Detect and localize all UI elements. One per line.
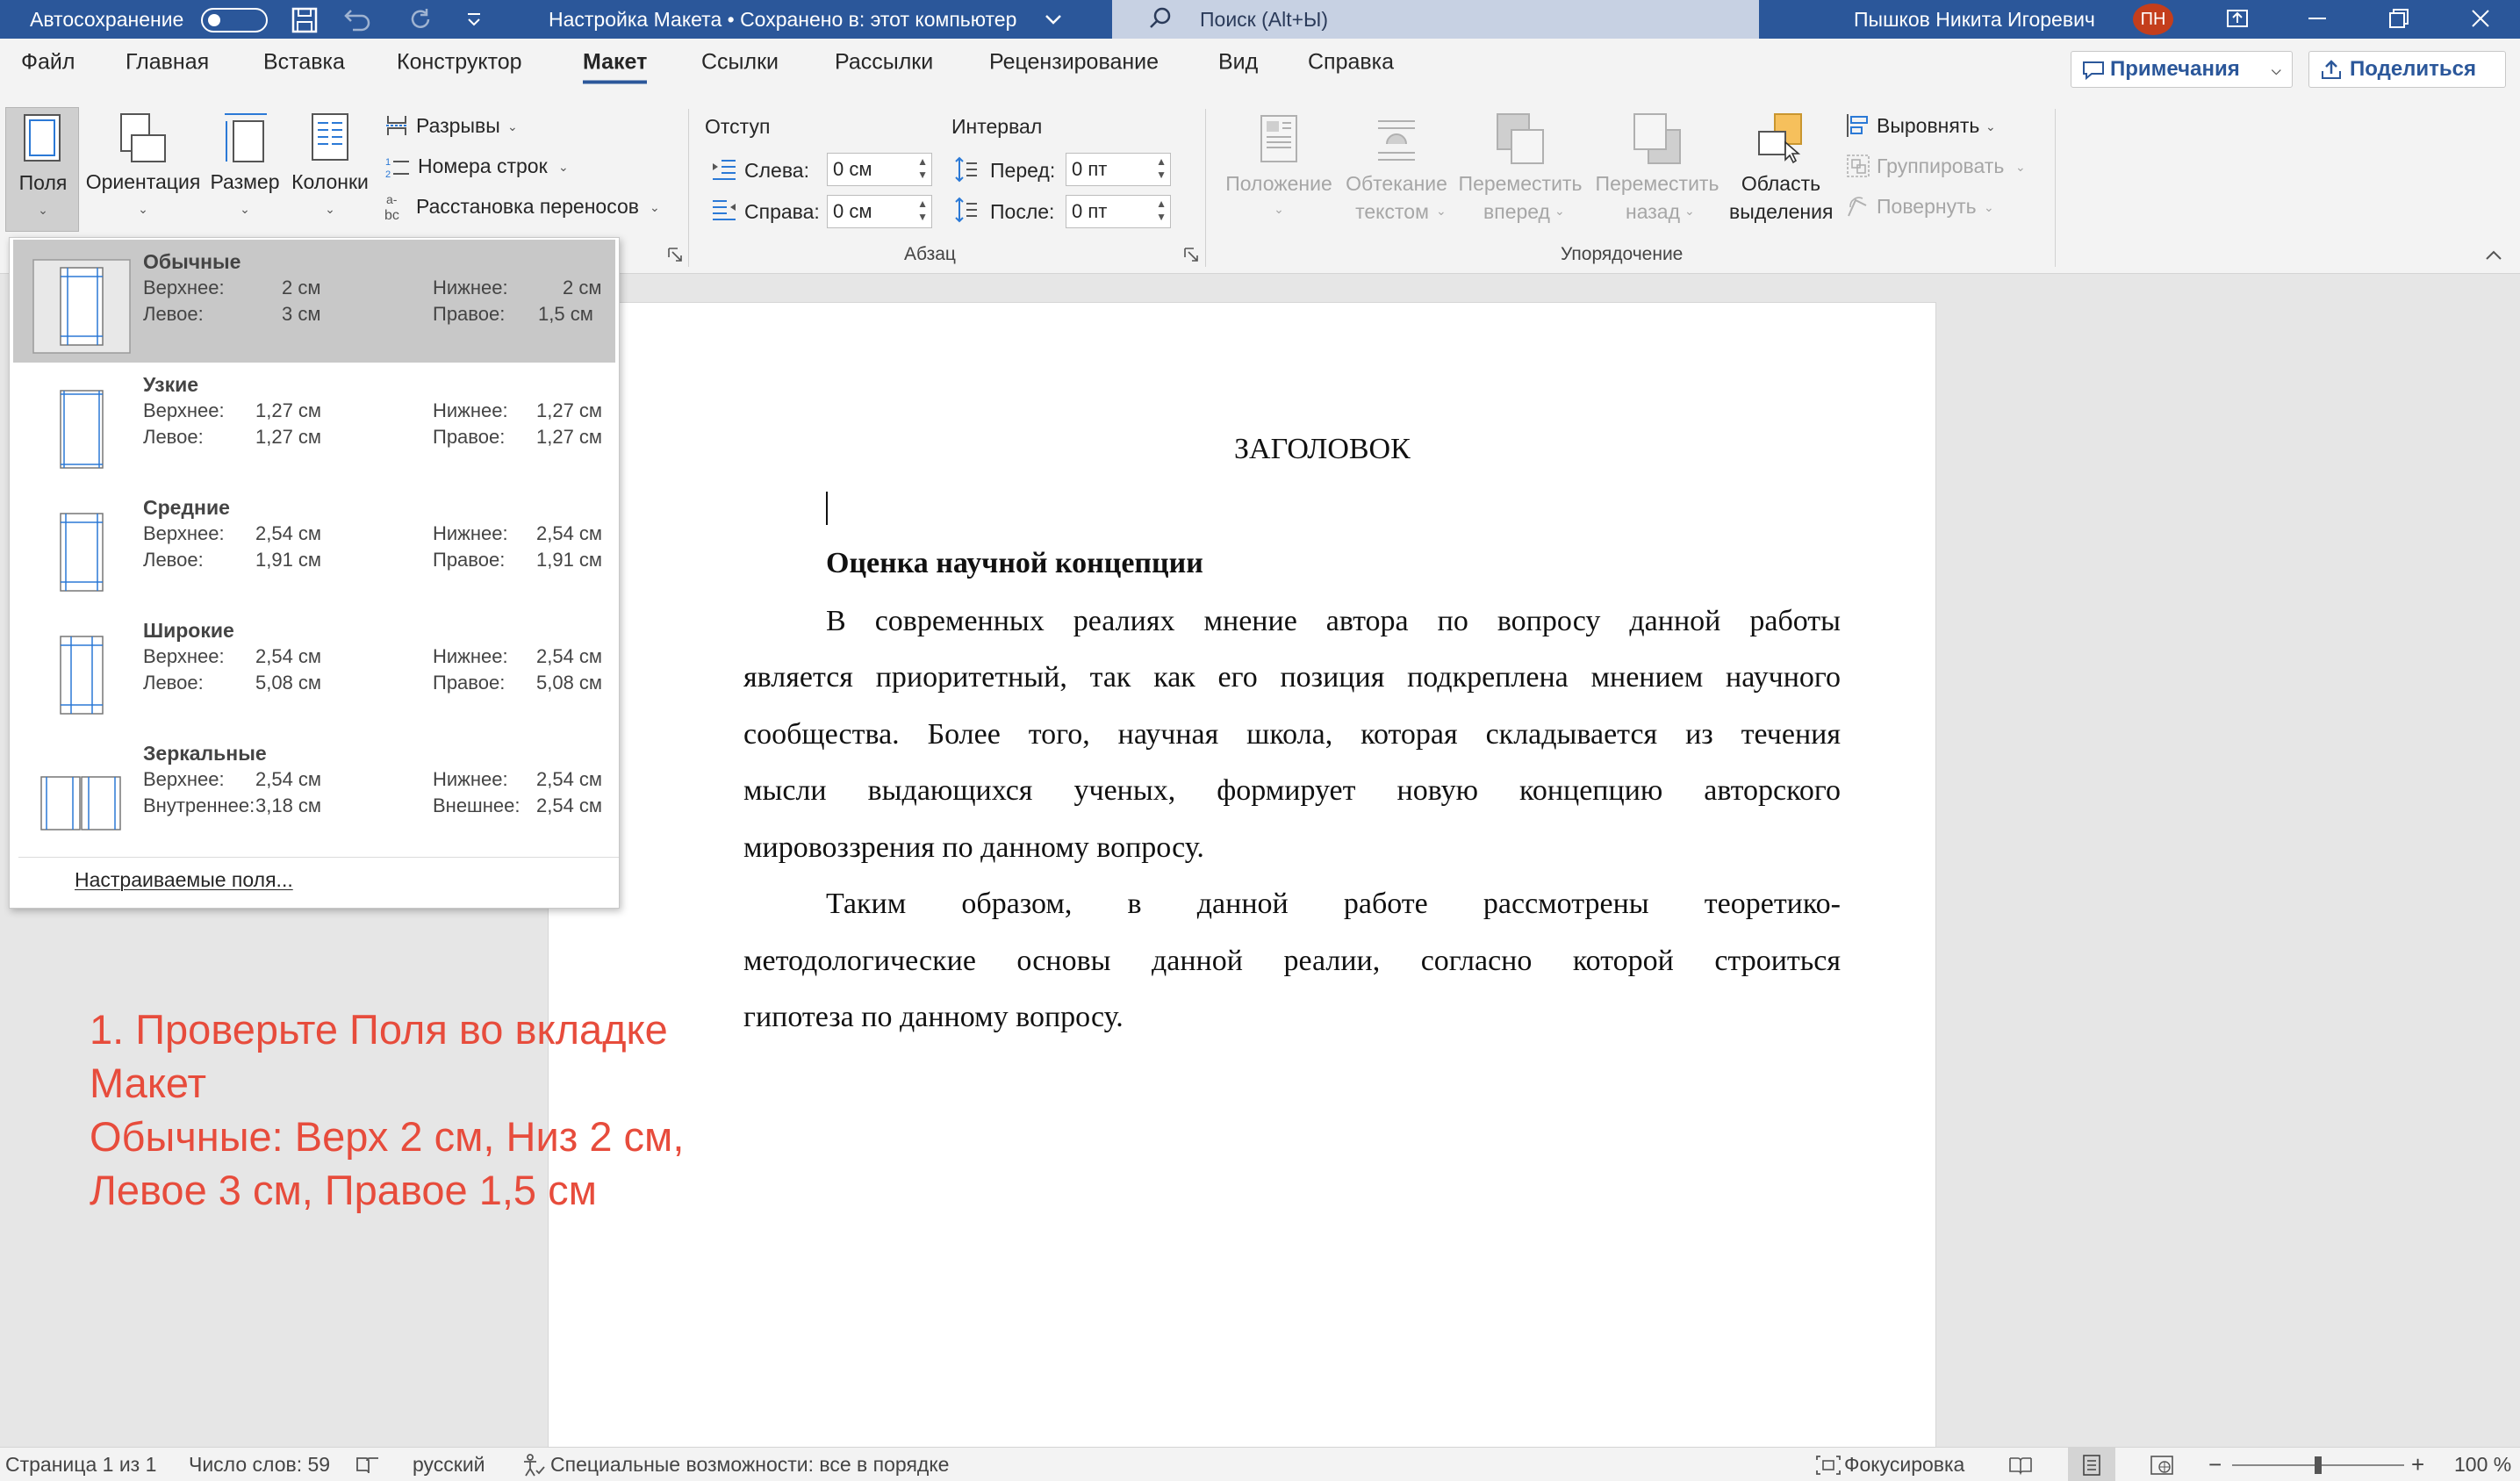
line-numbers-icon <box>384 155 411 179</box>
chevron-down-icon: ⌄ <box>138 202 148 216</box>
breaks-icon <box>384 114 409 137</box>
option-bottom-value: 2,54 см <box>536 768 603 790</box>
accessibility-status[interactable]: Специальные возможности: все в порядке <box>550 1453 950 1476</box>
option-top-value: 2,54 см <box>255 645 322 667</box>
selection-pane-label-2: выделения <box>1729 200 1834 223</box>
chevron-down-icon: ⌄ <box>325 202 335 216</box>
margin-preview-icon <box>32 382 131 477</box>
proofing-icon[interactable] <box>355 1448 381 1481</box>
tab-help[interactable]: Справка <box>1308 49 1395 75</box>
accessibility-icon[interactable] <box>520 1448 546 1481</box>
minimize-icon[interactable] <box>2287 0 2348 39</box>
breaks-label: Разрывы <box>416 114 500 137</box>
chevron-down-icon: ⌄ <box>1985 119 1996 133</box>
page-count[interactable]: Страница 1 из 1 <box>5 1453 157 1476</box>
option-top-label: Верхнее: <box>143 645 225 667</box>
comments-label: Примечания <box>2110 57 2240 81</box>
option-name: Узкие <box>143 373 199 396</box>
paragraph-launcher-icon[interactable] <box>1183 247 1199 262</box>
option-top-value: 2 см <box>282 277 321 298</box>
close-icon[interactable] <box>2449 0 2510 39</box>
bring-forward-icon <box>1496 112 1545 165</box>
chevron-down-icon: ⌄ <box>1274 202 1284 216</box>
selection-pane-button[interactable] <box>1729 109 1833 234</box>
paragraph-line: гипотеза по данному вопросу. <box>743 1001 1124 1033</box>
group-button[interactable] <box>1843 151 2045 183</box>
chevron-down-icon: ⌵ <box>2272 63 2281 77</box>
indent-left-input[interactable]: 0 см ▲ ▼ <box>827 153 932 186</box>
option-name: Широкие <box>143 619 234 642</box>
group-divider <box>1205 109 1206 267</box>
chevron-down-icon: ⌄ <box>1554 204 1565 218</box>
redo-icon[interactable] <box>406 0 437 39</box>
columns-icon <box>311 112 349 162</box>
annotation-line: Обычные: Верх 2 см, Низ 2 см, <box>90 1113 685 1160</box>
user-name[interactable]: Пышков Никита Игоревич <box>1854 8 2095 31</box>
selection-pane-label-1: Область <box>1741 172 1821 195</box>
chevron-down-icon: ⌄ <box>650 200 660 214</box>
option-bottom-value: 2,54 см <box>536 645 603 667</box>
bring-forward-button[interactable] <box>1455 109 1585 234</box>
avatar[interactable]: ПН <box>2133 4 2173 35</box>
spacing-after-icon <box>955 197 978 223</box>
paragraph-line: мировоззрения по данному вопросу. <box>743 831 1204 864</box>
paragraph-line: является приоритетный, так как его позиция подкреплена мнением научного <box>743 661 1841 694</box>
send-backward-icon <box>1633 112 1682 165</box>
undo-icon[interactable] <box>339 0 374 39</box>
spacing-before-label: Перед: <box>990 159 1056 182</box>
paragraph-line: сообщества. Более того, научная школа, которая складывается из течения <box>743 718 1841 751</box>
option-right-value: 1,91 см <box>536 549 603 571</box>
document-heading: ЗАГОЛОВОК <box>1234 433 1411 465</box>
option-right-value: 1,27 см <box>536 426 603 448</box>
chevron-down-icon: ⌄ <box>2015 160 2026 174</box>
comments-button[interactable] <box>2071 51 2293 88</box>
indent-right-icon <box>711 198 737 221</box>
tab-file[interactable]: Файл <box>21 49 75 75</box>
position-icon <box>1260 114 1298 163</box>
group-icon <box>1845 153 1871 179</box>
autosave-label: Автосохранение <box>30 8 184 31</box>
save-icon[interactable] <box>290 0 319 39</box>
option-top-label: Верхнее: <box>143 277 225 298</box>
selection-pane-icon <box>1755 112 1808 165</box>
rotate-button[interactable] <box>1843 191 2045 223</box>
margins-button[interactable] <box>5 107 79 232</box>
option-left-label: Левое: <box>143 426 204 448</box>
position-button[interactable] <box>1220 109 1338 234</box>
hyphenation-label: Расстановка переносов <box>416 195 639 218</box>
margin-preview-icon <box>32 505 131 600</box>
read-mode-icon[interactable] <box>2007 1448 2034 1481</box>
wrap-text-icon <box>1375 114 1418 163</box>
chevron-down-icon[interactable] <box>1043 0 1064 39</box>
share-label: Поделиться <box>2350 57 2477 81</box>
margins-icon <box>23 113 61 162</box>
option-bottom-label: Нижнее: <box>433 399 508 421</box>
option-top-value: 2,54 см <box>255 522 322 544</box>
line-numbers-label: Номера строк <box>418 155 548 177</box>
option-name: Обычные <box>143 250 241 273</box>
svg-text:2: 2 <box>385 169 391 179</box>
tab-design[interactable]: Конструктор <box>397 49 522 75</box>
ribbon-tabs <box>0 39 2520 91</box>
svg-text:bc: bc <box>384 208 399 221</box>
ribbon-display-icon[interactable] <box>2207 0 2268 39</box>
page-setup-launcher-icon[interactable] <box>667 247 683 262</box>
option-left-value: 5,08 см <box>255 672 322 694</box>
group-label: Группировать <box>1877 155 2005 177</box>
focus-icon[interactable] <box>1813 1448 1843 1481</box>
columns-label: Колонки <box>291 170 369 193</box>
option-right-value: 2,54 см <box>536 794 603 816</box>
margin-option-narrow[interactable] <box>13 363 615 485</box>
option-top-label: Верхнее: <box>143 399 225 421</box>
paragraph-line: методологические основы данной реалии, согласно которой строиться <box>743 945 1841 977</box>
hyphenation-icon <box>383 191 413 221</box>
menu-divider <box>18 857 619 858</box>
quick-access-menu-icon[interactable] <box>463 0 485 39</box>
chevron-down-icon: ⌄ <box>38 203 48 217</box>
margins-dropdown <box>9 237 620 909</box>
send-backward-button[interactable] <box>1587 109 1727 234</box>
spacing-before-input[interactable]: 0 пт ▲ ▼ <box>1066 153 1171 186</box>
share-button[interactable] <box>2308 51 2506 88</box>
size-button[interactable] <box>205 107 284 232</box>
chevron-down-icon: ⌄ <box>558 160 569 174</box>
orientation-icon <box>118 112 167 165</box>
custom-margins-item[interactable]: Настраиваемые поля... <box>75 868 293 891</box>
option-right-value: 1,5 см <box>538 303 593 325</box>
margin-option-mirrored[interactable] <box>13 731 615 854</box>
margin-preview-icon <box>32 259 131 354</box>
zoom-out-icon[interactable]: − <box>2208 1451 2222 1477</box>
columns-button[interactable] <box>286 107 374 232</box>
align-button[interactable] <box>1843 111 2019 142</box>
rotate-icon <box>1845 193 1871 219</box>
option-left-value: 3 см <box>282 303 321 325</box>
option-left-label: Левое: <box>143 549 204 571</box>
wrap-text-label-2: текстом <box>1355 200 1429 223</box>
wrap-text-label-1: Обтекание <box>1346 172 1447 195</box>
spacing-before-icon <box>955 156 978 183</box>
option-left-label: Внутреннее: <box>143 794 255 816</box>
option-left-label: Левое: <box>143 303 204 325</box>
search-icon <box>1145 0 1175 39</box>
option-bottom-value: 2 см <box>563 277 602 298</box>
instruction-annotation <box>90 1003 684 1217</box>
orientation-button[interactable] <box>83 107 204 232</box>
restore-icon[interactable] <box>2367 0 2429 39</box>
spacing-after-label: После: <box>990 200 1055 223</box>
option-left-label: Левое: <box>143 672 204 694</box>
size-label: Размер <box>210 170 280 193</box>
status-bar <box>0 1447 2520 1481</box>
focus-mode[interactable]: Фокусировка <box>1844 1453 1965 1476</box>
paragraph-line: мысли выдающихся ученых, формирует новую концепцию авторского <box>743 774 1841 807</box>
option-name: Зеркальные <box>143 742 267 765</box>
option-name: Средние <box>143 496 230 519</box>
tab-layout[interactable]: Макет <box>583 49 648 75</box>
position-label: Положение <box>1225 172 1332 195</box>
option-top-label: Верхнее: <box>143 522 225 544</box>
zoom-in-icon[interactable]: + <box>2411 1451 2425 1477</box>
chevron-down-icon: ⌄ <box>507 119 518 133</box>
option-bottom-label: Нижнее: <box>433 277 508 298</box>
indent-left-icon <box>711 158 737 181</box>
tab-insert[interactable]: Вставка <box>263 49 345 75</box>
document-subheading: Оценка научной концепции <box>826 547 1203 579</box>
paragraph-group-label: Абзац <box>904 244 956 264</box>
annotation-line: Левое 3 см, Правое 1,5 см <box>90 1167 597 1213</box>
orientation-label: Ориентация <box>85 170 201 193</box>
option-top-label: Верхнее: <box>143 768 225 790</box>
option-right-value: 5,08 см <box>536 672 603 694</box>
bring-forward-label-1: Переместить <box>1458 172 1583 195</box>
margin-option-moderate[interactable] <box>13 485 615 608</box>
tab-mailings[interactable]: Рассылки <box>835 49 934 75</box>
option-left-value: 1,91 см <box>255 549 322 571</box>
option-right-label: Правое: <box>433 426 506 448</box>
align-label: Выровнять <box>1877 114 1980 137</box>
hyphenation-button[interactable] <box>383 191 672 223</box>
chevron-down-icon: ⌄ <box>1984 200 1994 214</box>
search-box[interactable] <box>1112 0 1759 39</box>
paragraph-line: Таким образом, в данной работе рассмотрены теоретико- <box>826 888 1841 920</box>
option-bottom-label: Нижнее: <box>433 645 508 667</box>
option-right-label: Внешнее: <box>433 794 521 816</box>
spacing-after-input[interactable]: 0 пт ▲ ▼ <box>1066 195 1171 228</box>
indent-title: Отступ <box>705 115 771 138</box>
zoom-slider-thumb[interactable] <box>2315 1456 2322 1474</box>
tab-review[interactable]: Рецензирование <box>989 49 1159 75</box>
indent-right-input[interactable]: 0 см ▲ ▼ <box>827 195 932 228</box>
margin-preview-icon <box>32 751 131 845</box>
group-divider <box>2055 109 2056 267</box>
indent-right-label: Справа: <box>744 200 820 223</box>
option-left-value: 3,18 см <box>255 794 322 816</box>
indent-left-label: Слева: <box>744 159 809 182</box>
margins-label: Поля <box>18 171 68 194</box>
margin-option-wide[interactable] <box>13 608 615 731</box>
option-right-label: Правое: <box>433 549 506 571</box>
title-bar <box>0 0 2520 39</box>
spacing-title: Интервал <box>951 115 1043 138</box>
arrange-group-label: Упорядочение <box>1561 244 1684 264</box>
print-layout-icon[interactable] <box>2068 1448 2115 1481</box>
document-title[interactable]: Настройка Макета • Сохранено в: этот компьютер <box>549 8 1017 31</box>
text-cursor <box>826 492 828 525</box>
margin-preview-icon <box>32 628 131 723</box>
annotation-line: 1. Проверьте Поля во вкладке <box>90 1006 668 1053</box>
option-right-label: Правое: <box>433 672 506 694</box>
size-icon <box>223 111 269 165</box>
svg-text:1: 1 <box>385 157 391 168</box>
paragraph-line: В современных реалиях мнение автора по вопросу данной работы <box>826 605 1841 637</box>
option-top-value: 2,54 см <box>255 768 322 790</box>
send-backward-label-2: назад <box>1626 200 1680 223</box>
tab-home[interactable]: Главная <box>126 49 210 75</box>
chevron-down-icon: ⌄ <box>240 202 250 216</box>
breaks-button[interactable] <box>383 111 558 142</box>
zoom-level[interactable]: 100 % <box>2454 1453 2512 1476</box>
align-icon <box>1845 112 1871 139</box>
rotate-label: Повернуть <box>1877 195 1977 218</box>
send-backward-label-1: Переместить <box>1595 172 1719 195</box>
wrap-text-button[interactable] <box>1339 109 1454 234</box>
bring-forward-label-2: вперед <box>1483 200 1550 223</box>
line-numbers-button[interactable] <box>383 151 585 183</box>
word-count[interactable]: Число слов: 59 <box>189 1453 331 1476</box>
autosave-toggle[interactable] <box>201 8 268 32</box>
tab-references[interactable]: Ссылки <box>701 49 779 75</box>
annotation-line: Макет <box>90 1060 207 1106</box>
search-placeholder: Поиск (Alt+Ы) <box>1200 8 1329 31</box>
option-bottom-label: Нижнее: <box>433 768 508 790</box>
chevron-down-icon: ⌄ <box>1684 204 1695 218</box>
option-top-value: 1,27 см <box>255 399 322 421</box>
tab-view[interactable]: Вид <box>1218 49 1259 75</box>
web-layout-icon[interactable] <box>2149 1448 2177 1481</box>
group-divider <box>688 109 689 267</box>
margin-option-normal[interactable] <box>13 240 615 363</box>
option-bottom-label: Нижнее: <box>433 522 508 544</box>
language[interactable]: русский <box>413 1453 485 1476</box>
option-bottom-value: 2,54 см <box>536 522 603 544</box>
option-right-label: Правое: <box>433 303 506 325</box>
svg-text:a-: a- <box>386 192 398 206</box>
collapse-ribbon-icon[interactable] <box>2484 249 2503 262</box>
option-bottom-value: 1,27 см <box>536 399 603 421</box>
chevron-down-icon: ⌄ <box>1436 204 1447 218</box>
option-left-value: 1,27 см <box>255 426 322 448</box>
